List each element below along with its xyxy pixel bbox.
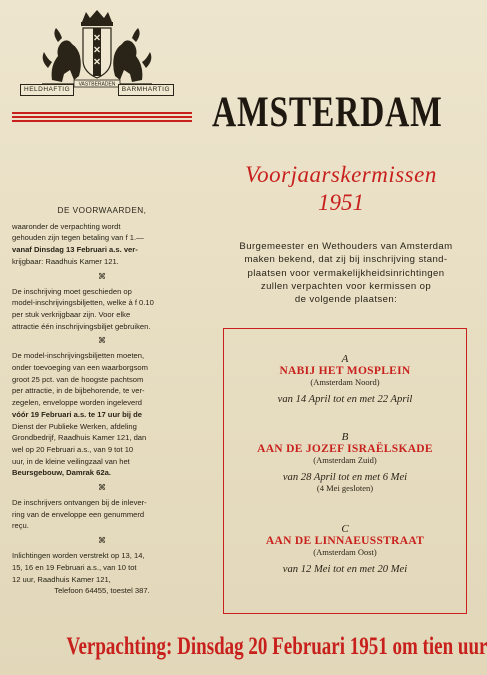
ribbon-text: VASTBERADEN	[78, 81, 116, 88]
year-label: 1951	[318, 190, 364, 215]
location-a	[224, 353, 466, 405]
text-line: model-inschrijvingsbiljetten, welke à f 0.10	[12, 298, 154, 308]
text-line: per attractie, in de bijbehorende, te ver-	[12, 386, 145, 396]
footer-text: Verpachting: Dinsdag 20 Februari 1951 om tien uur	[66, 633, 487, 660]
text-line: ring van de enveloppe een genummerd	[12, 509, 145, 519]
location-b	[224, 431, 466, 493]
text-line: 15, 16 en 19 Februari a.s., van 10 tot	[12, 562, 137, 572]
motto-right: BARMHARTIG	[118, 84, 174, 96]
location-dates: van 12 Mei tot en met 20 Mei	[282, 564, 408, 575]
text-line: vanaf Dinsdag 13 Februari a.s. ver-	[12, 245, 138, 255]
text-line: Beursgebouw, Damrak 62a.	[12, 468, 111, 478]
page-subtitle: Voorjaarskermissen	[245, 162, 437, 187]
crest-motto	[20, 81, 174, 96]
text-line: wel op 20 Februari a.s., van 9 tot 10	[12, 444, 134, 454]
conditions-paragraph-5	[12, 550, 192, 597]
motto-left: HELDHAFTIG	[20, 84, 74, 96]
text-line: waaronder de verpachting wordt	[12, 221, 121, 231]
location-letter: C	[341, 523, 349, 535]
text-line: onder toevoeging van een waarborgsom	[12, 363, 148, 373]
intro-line: maken bekend, dat zij bij inschrijving stand-	[244, 254, 448, 266]
location-place: AAN DE JOZEF ISRAËLSKADE	[257, 443, 433, 455]
location-dates: van 28 April tot en met 6 Mei	[282, 472, 408, 483]
separator-icon: ⌘	[98, 536, 106, 546]
conditions-column	[12, 205, 192, 597]
text-line: 12 uur, Raadhuis Kamer 121,	[12, 574, 111, 584]
location-c	[224, 523, 466, 575]
location-district: (Amsterdam Noord)	[310, 377, 380, 387]
intro-line: plaatsen voor vermakelijkheidsinrichtingen	[247, 267, 445, 279]
location-district: (Amsterdam Zuid)	[313, 455, 377, 465]
separator-icon: ⌘	[98, 271, 106, 281]
conditions-heading: DE VOORWAARDEN,	[57, 206, 147, 215]
separator-icon: ⌘	[98, 483, 106, 493]
text-line: uur, in de kleine veilingzaal van het	[12, 456, 130, 466]
conditions-paragraph-3	[12, 350, 192, 479]
intro-line: zullen verpachten voor kermissen op	[260, 280, 432, 292]
page-title: AMSTERDAM	[212, 89, 443, 136]
text-line: per stuk verkrijgbaar zijn. Voor elke	[12, 309, 131, 319]
location-note: (4 Mei gesloten)	[316, 483, 374, 493]
locations-box	[223, 328, 467, 614]
text-line: vóór 19 Februari a.s. te 17 uur bij de	[12, 409, 142, 419]
red-divider-lines	[12, 112, 192, 124]
text-line: Grondbedrijf, Raadhuis Kamer 121, dan	[12, 433, 147, 443]
conditions-paragraph-1	[12, 221, 192, 268]
intro-text	[212, 240, 480, 306]
location-letter: B	[341, 431, 349, 443]
text-line: De inschrijvers ontvangen bij de inlever-	[12, 498, 147, 508]
location-place: AAN DE LINNAEUSSTRAAT	[265, 535, 425, 547]
intro-line: de volgende plaatsen:	[294, 294, 398, 306]
footer-banner	[0, 633, 487, 661]
text-line: Telefoon 64455, toestel 387.	[54, 586, 150, 596]
text-line: Inlichtingen worden verstrekt op 13, 14,	[12, 551, 145, 561]
intro-line: Burgemeester en Wethouders van Amsterdam	[239, 241, 453, 252]
text-line: reçu.	[12, 521, 29, 531]
text-line: gehouden zijn tegen betaling van f 1.—	[12, 233, 144, 243]
conditions-paragraph-2	[12, 286, 192, 333]
text-line: Dienst der Publieke Werken, afdeling	[12, 421, 137, 431]
text-line: attractie één inschrijvingsbiljet gebruiken.	[12, 321, 151, 331]
location-district: (Amsterdam Oost)	[313, 547, 377, 557]
text-line: zegelen, enveloppe worden ingeleverd	[12, 398, 143, 408]
location-letter: A	[341, 353, 349, 365]
location-dates: van 14 April tot en met 22 April	[277, 394, 413, 405]
text-line: krijgbaar: Raadhuis Kamer 121.	[12, 256, 119, 266]
text-line: groot 25 pct. van de hoogste pachtsom	[12, 374, 144, 384]
conditions-paragraph-4	[12, 497, 192, 532]
location-place: NABIJ HET MOSPLEIN	[279, 365, 411, 377]
text-line: De model-inschrijvingsbiljetten moeten,	[12, 351, 145, 361]
separator-icon: ⌘	[98, 336, 106, 346]
text-line: De inschrijving moet geschieden op	[12, 286, 132, 296]
